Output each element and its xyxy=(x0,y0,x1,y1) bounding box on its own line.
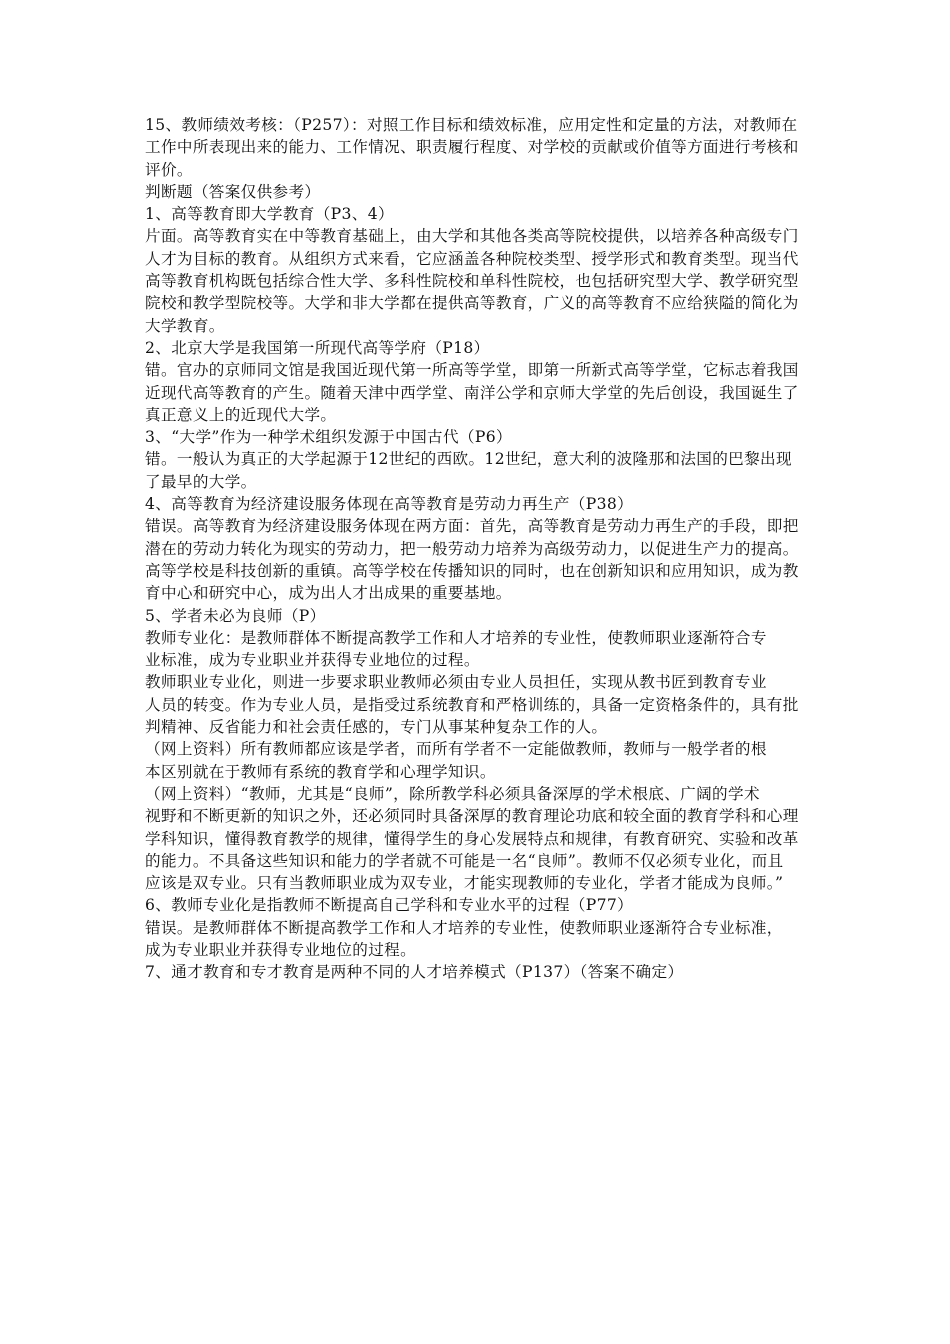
answer-5-line: 教师专业化：是教师群体不断提高教学工作和人才培养的专业性，使教师职业逐渐符合专 xyxy=(145,628,767,647)
question-7: 7、通才教育和专才教育是两种不同的人才培养模式（P137）（答案不确定） xyxy=(145,963,684,982)
answer-6-line: 成为专业职业并获得专业地位的过程。 xyxy=(145,940,417,959)
answer-5-line: 学科知识，懂得教育教学的规律，懂得学生的身心发展特点和规律，有教育研究、实验和改革 xyxy=(145,829,799,848)
definition-teacher-performance-assessment: 15、教师绩效考核：（P257）：对照工作目标和绩效标准，应用定性和定量的方法，对教师在工作中所表现出来的能力、工作情况、职责履行程度、对学校的贡献或价值等方面进行考核和评价。 xyxy=(145,116,799,179)
answer-5-line: 的能力。不具备这些知识和能力的学者就不可能是一名“良师”。教师不仅必须专业化，而且 xyxy=(145,851,784,870)
answer-5-line: （网上资料）所有教师都应该是学者，而所有学者不一定能做教师，教师与一般学者的根 xyxy=(145,740,767,759)
section-heading-true-false: 判断题（答案仅供参考） xyxy=(145,182,321,201)
answer-5-line: 判精神、反省能力和社会责任感的，专门从事某种复杂工作的人。 xyxy=(145,718,608,737)
answer-4: 错误。高等教育为经济建设服务体现在两方面：首先，高等教育是劳动力再生产的手段，即把潜在的劳动力转化为现实的劳动力，把一般劳动力培养为高级劳动力，以促进生产力的提高。高等学校是科技创新的重镇。高等学校在传播知识的同时，也在创新知识和应用知识，成为教育中心和研究中心，成为出人才出成果的重要基地。 xyxy=(145,517,799,603)
answer-5-line: （网上资料）“教师，尤其是“良师”，除所教学科必须具备深厚的学术根底、广阔的学术 xyxy=(145,784,760,803)
answer-6-line: 错误。是教师群体不断提高教学工作和人才培养的专业性，使教师职业逐渐符合专业标准， xyxy=(145,918,783,937)
answer-1: 片面。高等教育实在中等教育基础上，由大学和其他各类高等院校提供，以培养各种高级专门人才为目标的教育。从组织方式来看，它应涵盖各种院校类型、授学形式和教育类型。现当代高等教育机构既包括综合性大学、多科性院校和单科性院校，也包括研究型大学、教学研究型院校和教学型院校等。大学和非大学都在提供高等教育，广义的高等教育不应给狭隘的简化为大学教育。 xyxy=(145,227,799,335)
answer-5-line: 人员的转变。作为专业人员，是指受过系统教育和严格训练的，具备一定资格条件的，具有批 xyxy=(145,695,799,714)
document-body xyxy=(145,114,805,984)
answer-5-line: 本区别就在于教师有系统的教育学和心理学知识。 xyxy=(145,762,496,781)
question-4: 4、高等教育为经济建设服务体现在高等教育是劳动力再生产（P38） xyxy=(145,495,634,514)
question-6: 6、教师专业化是指教师不断提高自己学科和专业水平的过程（P77） xyxy=(145,896,634,915)
answer-5-line: 应该是双专业。只有当教师职业成为双专业，才能实现教师的专业化，学者才能成为良师。” xyxy=(145,874,784,893)
answer-2: 错。官办的京师同文馆是我国近现代第一所高等学堂，即第一所新式高等学堂，它标志着我国近现代高等教育的产生。随着天津中西学堂、南洋公学和京师大学堂的先后创设，我国诞生了真正意义上的近现代大学。 xyxy=(145,361,799,424)
answer-3: 错。一般认为真正的大学起源于12世纪的西欧。12世纪，意大利的波隆那和法国的巴黎出现了最早的大学。 xyxy=(145,450,792,491)
answer-5-line: 业标准，成为专业职业并获得专业地位的过程。 xyxy=(145,651,480,670)
question-5: 5、学者未必为良师（P） xyxy=(145,606,326,625)
question-2: 2、北京大学是我国第一所现代高等学府（P18） xyxy=(145,338,490,357)
answer-5-line: 教师职业专业化，则进一步要求职业教师必须由专业人员担任，实现从教书匠到教育专业 xyxy=(145,673,767,692)
answer-5-line: 视野和不断更新的知识之外，还必须同时具备深厚的教育理论功底和较全面的教育学科和心理 xyxy=(145,807,799,826)
question-1: 1、高等教育即大学教育（P3、4） xyxy=(145,205,394,224)
question-3: 3、“大学”作为一种学术组织发源于中国古代（P6） xyxy=(145,428,512,447)
